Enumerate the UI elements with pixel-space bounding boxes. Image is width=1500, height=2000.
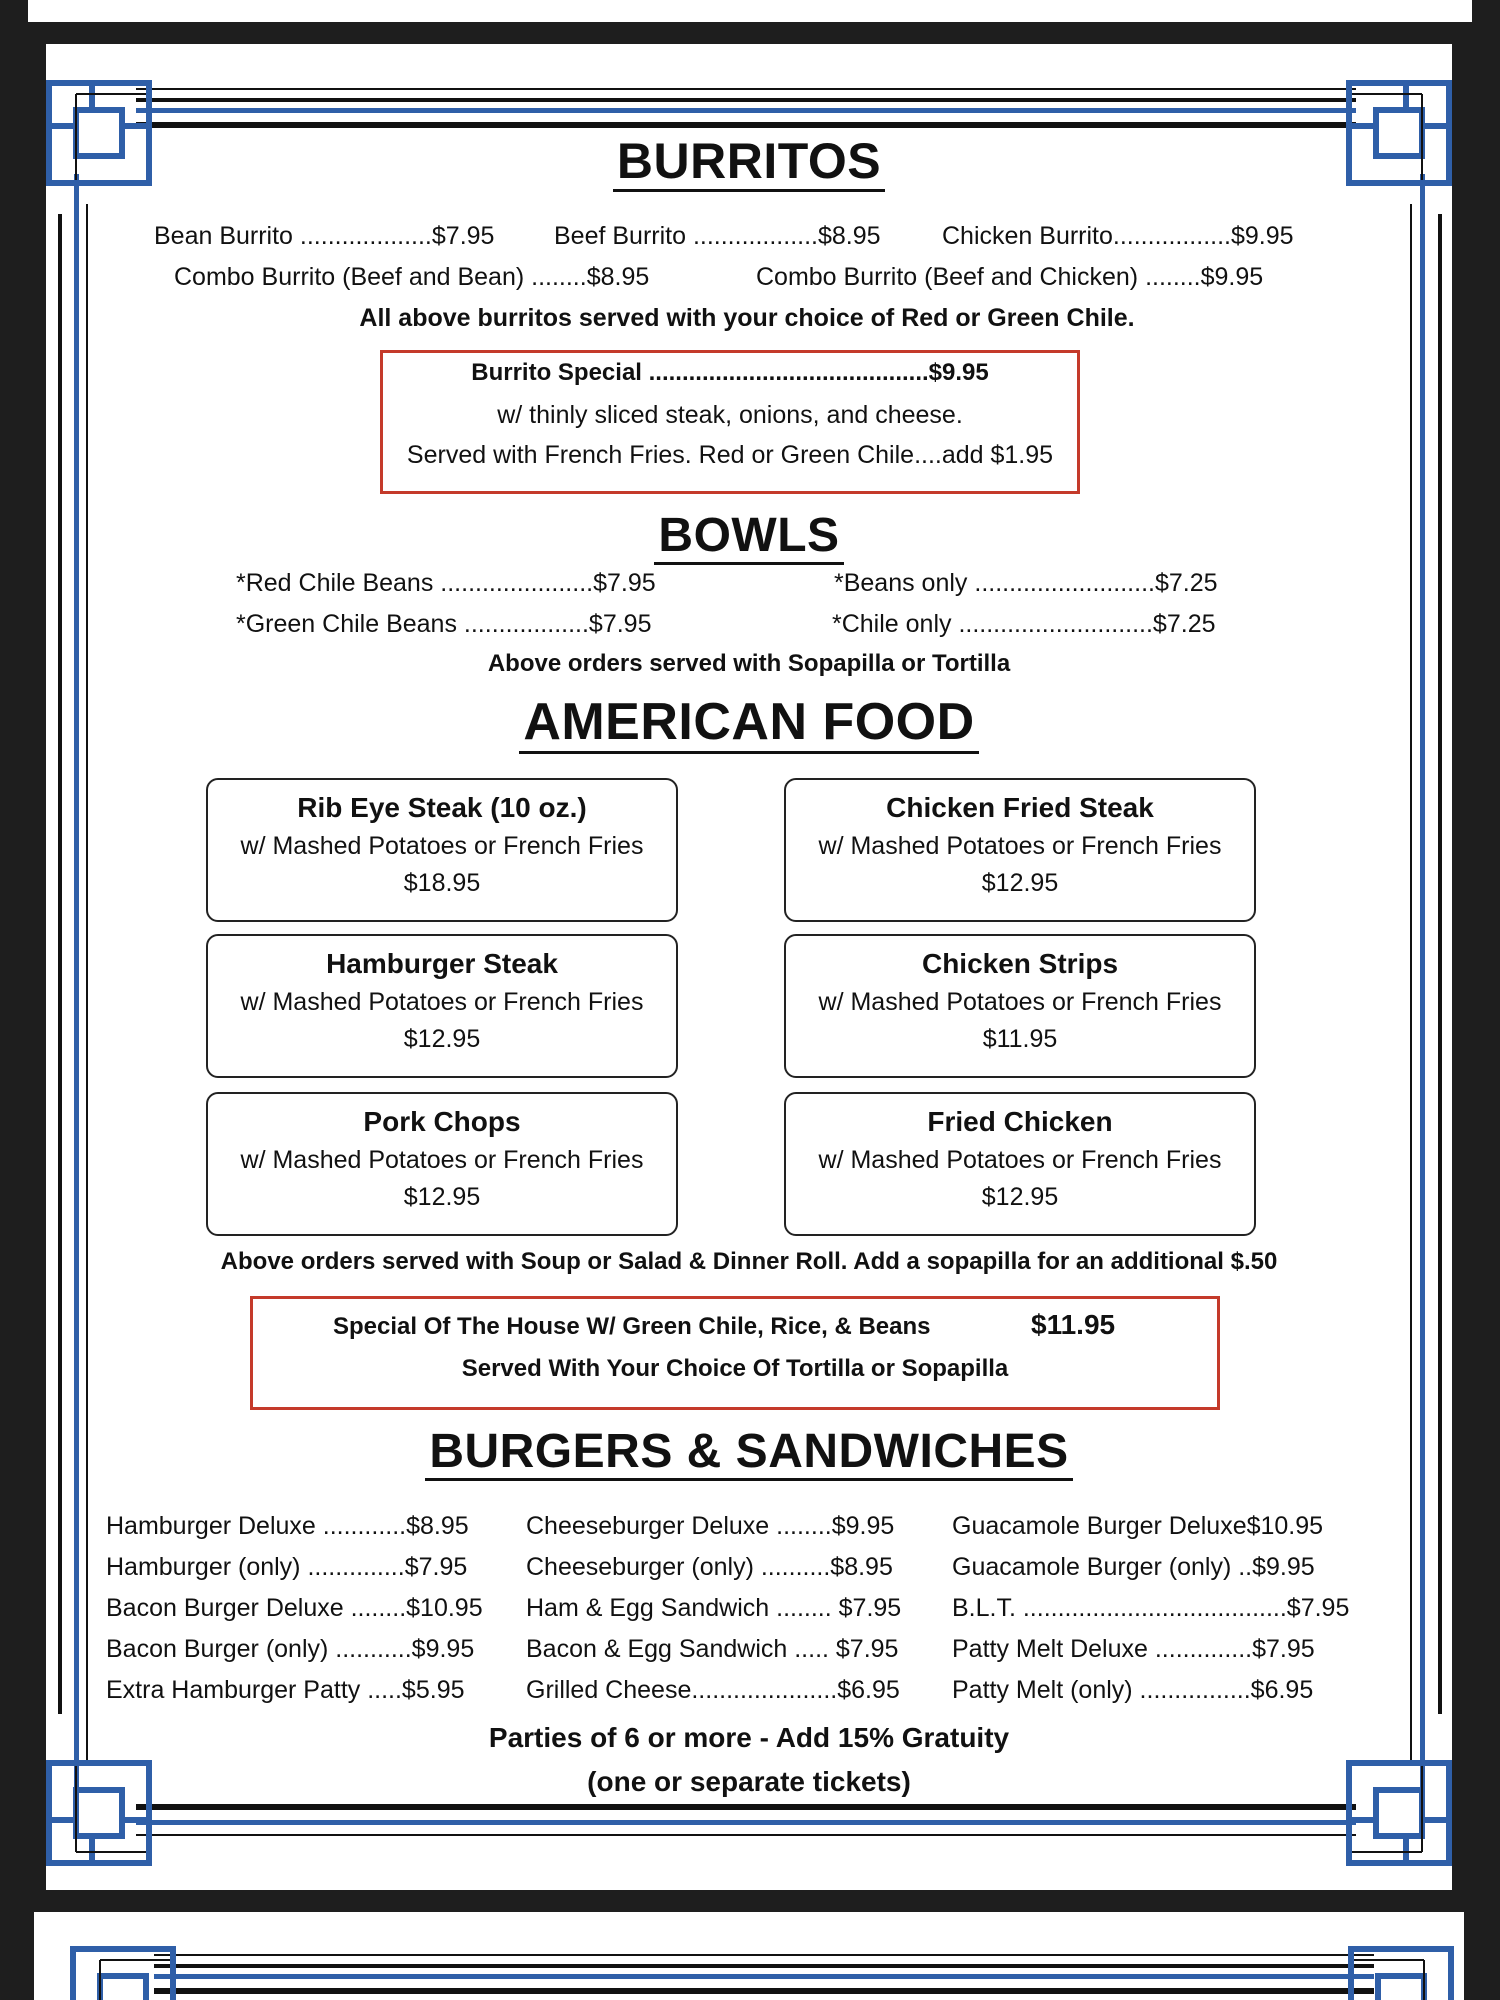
menu-item: Bean Burrito ...................$7.95 bbox=[154, 222, 495, 250]
menu-card bbox=[784, 778, 1256, 922]
menu-item: Hamburger Deluxe ............$8.95 bbox=[106, 1512, 469, 1540]
card-price: $18.95 bbox=[403, 869, 481, 897]
burrito-special-desc: w/ thinly sliced steak, onions, and cheese. bbox=[497, 401, 963, 429]
menu-card bbox=[206, 934, 678, 1078]
menu-card bbox=[784, 934, 1256, 1078]
card-description: w/ Mashed Potatoes or French Fries bbox=[818, 988, 1222, 1016]
menu-item: *Chile only ............................$7.25 bbox=[832, 610, 1216, 638]
gratuity-note: Parties of 6 or more - Add 15% Gratuity bbox=[488, 1722, 1010, 1753]
card-price: $12.95 bbox=[981, 1183, 1059, 1211]
menu-item: Grilled Cheese.....................$6.95 bbox=[526, 1676, 900, 1704]
house-special-box bbox=[250, 1296, 1220, 1410]
bowls-heading: BOWLS bbox=[46, 508, 1452, 563]
card-title: Fried Chicken bbox=[927, 1106, 1113, 1137]
house-special-title: Special Of The House W/ Green Chile, Rice, & Beans bbox=[333, 1313, 931, 1340]
menu-item: Guacamole Burger Deluxe$10.95 bbox=[952, 1512, 1324, 1540]
menu-item: *Red Chile Beans ......................$7.95 bbox=[236, 569, 656, 597]
menu-item: Cheeseburger Deluxe ........$9.95 bbox=[526, 1512, 895, 1540]
corner-ornament-next-left bbox=[70, 1946, 180, 2000]
previous-page-edge bbox=[28, 0, 1472, 22]
card-title: Chicken Strips bbox=[921, 948, 1119, 979]
card-title: Rib Eye Steak (10 oz.) bbox=[297, 792, 587, 823]
menu-item: Beef Burrito ..................$8.95 bbox=[554, 222, 881, 250]
card-price: $12.95 bbox=[403, 1025, 481, 1053]
card-title: Pork Chops bbox=[363, 1106, 521, 1137]
card-price: $11.95 bbox=[982, 1025, 1058, 1053]
american-food-heading: AMERICAN FOOD bbox=[46, 692, 1452, 752]
burrito-special-box bbox=[380, 350, 1080, 494]
burrito-special-title: Burrito Special ..........................................$9.95 bbox=[471, 359, 989, 386]
menu-item: B.L.T. ......................................$7.95 bbox=[952, 1594, 1350, 1622]
american-food-note: Above orders served with Soup or Salad & Dinner Roll. Add a sopapilla for an additional $.50 bbox=[220, 1248, 1278, 1275]
card-description: w/ Mashed Potatoes or French Fries bbox=[240, 832, 644, 860]
card-price: $12.95 bbox=[981, 869, 1059, 897]
card-title: Chicken Fried Steak bbox=[886, 792, 1154, 823]
menu-card bbox=[206, 1092, 678, 1236]
menu-item: Hamburger (only) ..............$7.95 bbox=[106, 1553, 468, 1581]
house-special-note: Served With Your Choice Of Tortilla or Sopapilla bbox=[461, 1355, 1009, 1382]
menu-card bbox=[206, 778, 678, 922]
menu-item: Bacon Burger (only) ...........$9.95 bbox=[106, 1635, 475, 1663]
corner-ornament-next-right bbox=[1344, 1946, 1454, 2000]
menu-item: Patty Melt Deluxe ..............$7.95 bbox=[952, 1635, 1315, 1663]
menu-item: *Green Chile Beans ..................$7.95 bbox=[236, 610, 652, 638]
burritos-note: All above burritos served with your choice of Red or Green Chile. bbox=[359, 304, 1135, 332]
menu-item: *Beans only ..........................$7.25 bbox=[834, 569, 1218, 597]
menu-item: Chicken Burrito.................$9.95 bbox=[942, 222, 1294, 250]
burritos-heading: BURRITOS bbox=[46, 132, 1452, 190]
menu-item: Extra Hamburger Patty .....$5.95 bbox=[106, 1676, 465, 1704]
next-page-edge bbox=[34, 1912, 1464, 2000]
menu-item: Guacamole Burger (only) ..$9.95 bbox=[952, 1553, 1315, 1581]
card-description: w/ Mashed Potatoes or French Fries bbox=[818, 832, 1222, 860]
card-description: w/ Mashed Potatoes or French Fries bbox=[240, 1146, 644, 1174]
menu-item: Bacon & Egg Sandwich ..... $7.95 bbox=[526, 1635, 899, 1663]
burgers-heading: BURGERS & SANDWICHES bbox=[46, 1424, 1452, 1479]
menu-page bbox=[46, 44, 1452, 1890]
menu-item: Combo Burrito (Beef and Chicken) ........$9.95 bbox=[756, 263, 1264, 291]
card-description: w/ Mashed Potatoes or French Fries bbox=[240, 988, 644, 1016]
menu-item: Cheeseburger (only) ..........$8.95 bbox=[526, 1553, 893, 1581]
house-special-price: $11.95 bbox=[1031, 1309, 1116, 1340]
bowls-note: Above orders served with Sopapilla or Tortilla bbox=[487, 650, 1011, 677]
menu-item: Combo Burrito (Beef and Bean) ........$8.95 bbox=[174, 263, 650, 291]
card-title: Hamburger Steak bbox=[326, 948, 558, 979]
menu-item: Ham & Egg Sandwich ........ $7.95 bbox=[526, 1594, 902, 1622]
card-description: w/ Mashed Potatoes or French Fries bbox=[818, 1146, 1222, 1174]
menu-item: Bacon Burger Deluxe ........$10.95 bbox=[106, 1594, 483, 1622]
burrito-special-note: Served with French Fries. Red or Green Chile....add $1.95 bbox=[406, 441, 1054, 469]
gratuity-subnote: (one or separate tickets) bbox=[587, 1766, 911, 1797]
menu-item: Patty Melt (only) ................$6.95 bbox=[952, 1676, 1314, 1704]
card-price: $12.95 bbox=[403, 1183, 481, 1211]
menu-card bbox=[784, 1092, 1256, 1236]
